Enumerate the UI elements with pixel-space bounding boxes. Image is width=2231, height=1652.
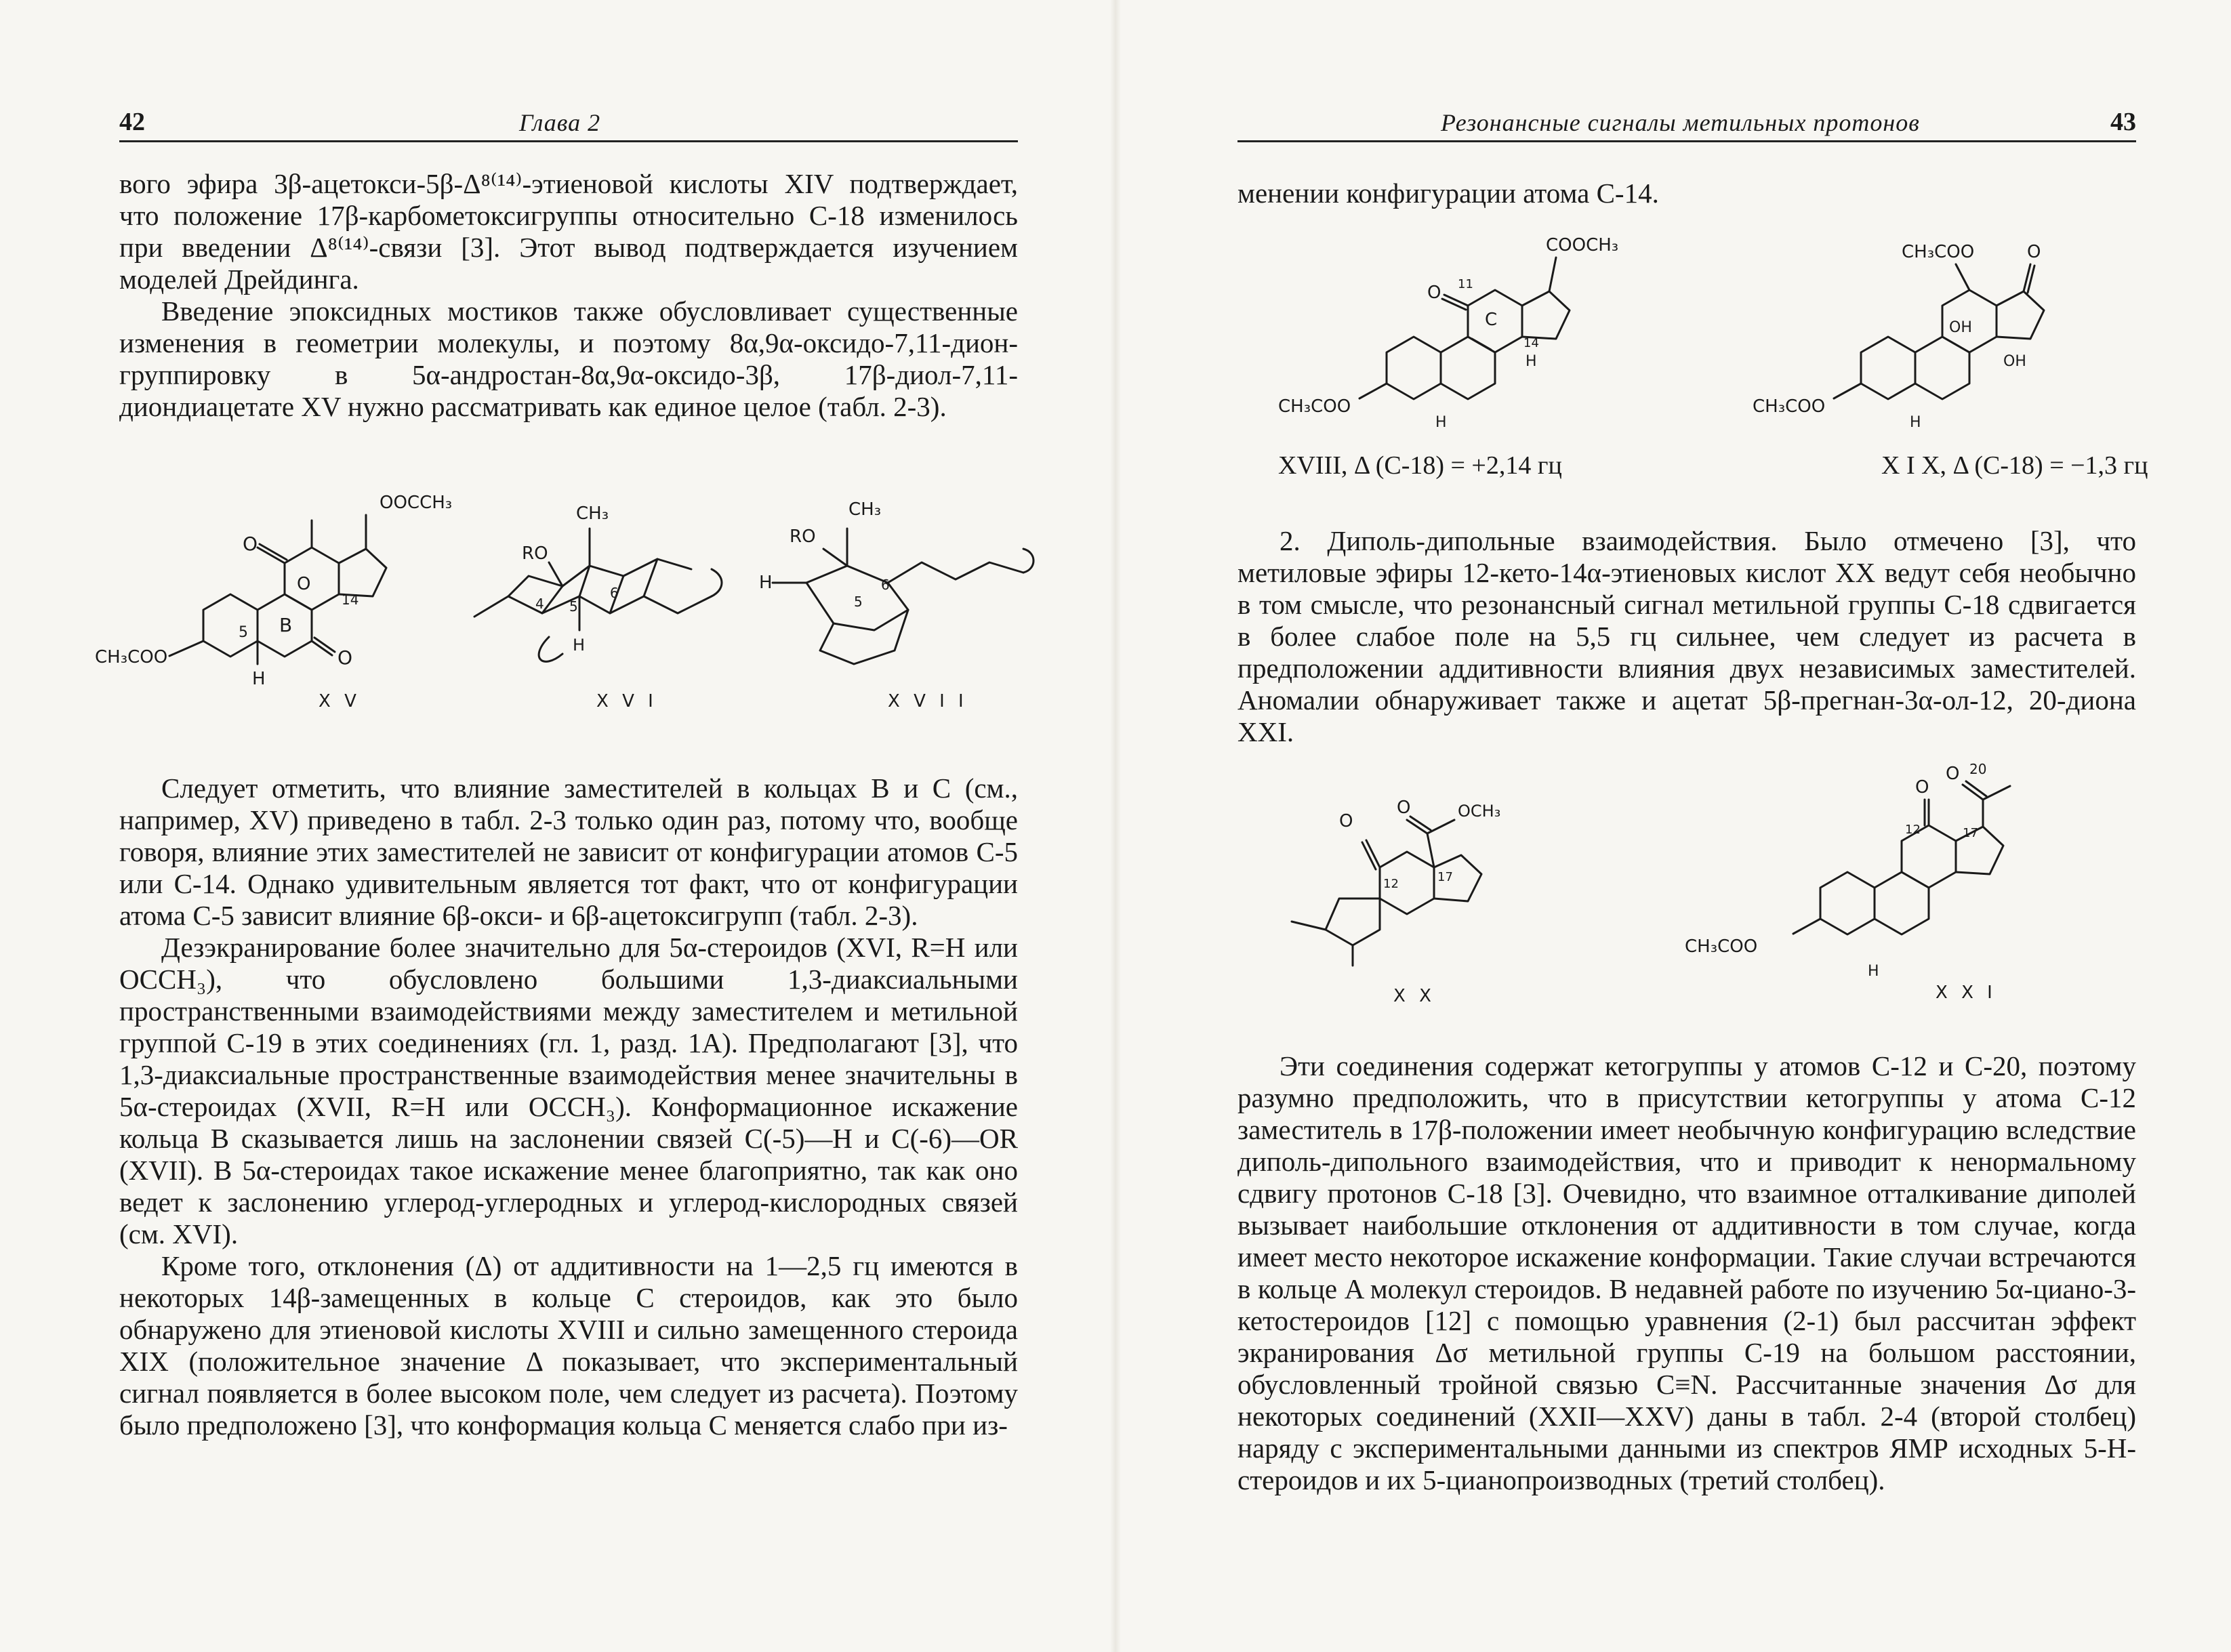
acetoxy-3-label: CH₃COO — [1685, 936, 1758, 957]
structure-xvi — [468, 495, 752, 691]
right-text-bottom — [1237, 1050, 2136, 1496]
paragraph: вого эфира 3β-ацетокси-5β-Δ⁸⁽¹⁴⁾-этиеновой кислоты XIV подтверждает, что положение 17β-карбометоксигруппы относительно С-18 изменилось при введении Δ⁸⁽¹⁴⁾-связи [3]. Этот вывод подтверждается изучением моделей Дрейдинга. — [119, 168, 1018, 295]
ester-o-label: O — [1397, 798, 1411, 818]
ring-b-label: B — [279, 614, 293, 636]
structure-label-xvi: X V I — [596, 691, 657, 711]
acetoxy-17-label: OOCCH₃ — [380, 493, 453, 513]
ring-c-label: C — [1485, 310, 1498, 330]
structure-xviii — [1278, 230, 1658, 447]
structure-label-xxi: X X I — [1936, 983, 1997, 1003]
structure-label-xv: X V — [319, 691, 361, 711]
paragraph: Эти соединения содержат кетогруппы у атомов С-12 и С-20, поэтому разумно предположить, что в присутствии кетогруппы у атома С-12 заместитель в 17β-положении имеет необычную конфигурацию вследствие диполь-дипольного взаимодействия, что и приводит к ненормальному сдвигу протонов С-18 [3]. Очевидно, что взаимное отталкивание диполей вызывает наибольшие отклонения от аддитивности в том случае, когда имеет место некоторое искажение конформации. Такие случаи встречаются в кольце A молекул стероидов. В недавней работе по изучению 5α-циано-3-кетостероидов [12] с помощью уравнения (2-1) был рассчитан эффект экранирования Δσ метильной группы С-19 на большом расстоянии, обусловленный тройной связью C≡N. Рассчитанные значения Δσ для некоторых соединений (XXII—XXV) даны в табл. 2-4 (второй столбец) наряду с экспериментальными данными из спектров ЯМР исходных 5-H-стероидов и их 5-цианопроизводных (третий столбец). — [1237, 1050, 2136, 1495]
oxo-11-label: O — [243, 533, 258, 555]
left-text-top — [119, 168, 1018, 423]
acetoxy-12-label: CH₃COO — [1902, 242, 1975, 262]
oxo-12-label: O — [1339, 811, 1353, 831]
h5-label: H — [1868, 963, 1879, 980]
right-running-head — [1237, 102, 2136, 142]
ring-c — [285, 548, 339, 610]
ch3-label: CH₃ — [576, 503, 609, 524]
locant-12: 12 — [1383, 877, 1399, 891]
right-running-title: Резонансные сигналы метильных протонов — [1441, 109, 1920, 136]
och3-label: OCH₃ — [1458, 802, 1501, 821]
right-text-top — [1237, 178, 2136, 209]
h5-label: H — [252, 669, 266, 689]
ring-a — [203, 594, 258, 657]
left-page-number: 42 — [119, 108, 145, 136]
paragraph: Следует отметить, что влияние заместителей в кольцах B и C (см., например, XV) приведено в табл. 2-3 только один раз, потому что, вообще говоря, влияние этих заместителей не зависит от конфигурации атомов С-5 или С-14. Однако удивительным является тот факт, что от конфигурации атома С-5 зависит влияние 6β-окси- и 6β-ацетоксигрупп (табл. 2-3). — [119, 772, 1018, 931]
right-text-middle — [1237, 525, 2136, 748]
locant-20: 20 — [1969, 761, 1987, 777]
locant-5: 5 — [854, 594, 863, 610]
oxo-20-label: O — [1946, 764, 1960, 784]
paragraph: Дезэкранирование более значительно для 5α-стероидов (XVI, R=H или OCCH₃), что обусловлено большими 1,3-диаксиальными пространственными взаимодействиями между заместителем и метильной группой С-19 в этих соединениях (гл. 1, разд. 1А). Предполагают [3], что 1,3-диаксиальные пространственные взаимодействия менее значительны в 5α-стероидах (XVII, R=H или OCCH₃). Конформационное искажение кольца B сказывается лишь на заслонении связей C(-5)—H и C(-6)—OR (XVII). В 5α-стероидах такое искажение менее благоприятно, так как оно ведет к заслонению углерод-углеродных и углерод-кислородных связей (см. XVI). — [119, 932, 1018, 1250]
right-page-number: 43 — [2110, 108, 2136, 136]
ring-d — [339, 549, 386, 596]
locant-17: 17 — [1437, 870, 1453, 884]
locant-6: 6 — [881, 577, 890, 593]
ch3-label: CH₃ — [848, 499, 882, 520]
paragraph: Введение эпоксидных мостиков также обусловливает существенные изменения в геометрии молекулы, и поэтому 8α,9α-оксидо-7,11-дион-группировку в 5α-андростан-8α,9α-оксидо-3β, 17β-диол-7,11-диондиацетате XV нужно рассматривать как единое целое (табл. 2-3). — [119, 295, 1018, 422]
h5-label: H — [1910, 414, 1921, 431]
structure-xvii — [759, 488, 1044, 691]
caption-xix: X I X, Δ (C-18) = −1,3 гц — [1881, 451, 2148, 480]
acetoxy-3-label: CH₃COO — [1278, 396, 1351, 417]
oxo-11-label: O — [1427, 283, 1441, 303]
structure-xix — [1753, 230, 2132, 447]
left-running-title: Глава 2 — [519, 109, 601, 136]
locant-11: 11 — [1458, 277, 1473, 291]
header-rule — [119, 140, 1018, 142]
acetoxy-3-label: CH₃COO — [95, 647, 168, 667]
ro-label: RO — [522, 543, 548, 564]
left-text-bottom — [119, 772, 1018, 1441]
h-label: H — [759, 573, 773, 593]
oxo-17-label: O — [2027, 242, 2041, 262]
epoxy-o-label: O — [297, 574, 311, 594]
locant-14: 14 — [1523, 336, 1539, 350]
oxo-12-label: O — [1915, 777, 1929, 798]
right-page — [1116, 0, 2231, 1652]
oh-8-label: OH — [1949, 319, 1972, 336]
h5-label: H — [1435, 414, 1447, 431]
paragraph: 2. Диполь-дипольные взаимодействия. Было отмечено [3], что метиловые эфиры 12-кето-14α-этиеновых кислот XX ведут себя необычно в том смысле, что резонансный сигнал метильной группы С-18 сдвигается в более слабое поле на 5,5 гц сильнее, чем следует из расчета в предположении аддитивности влияния двух независимых заместителей. Аномалии обнаруживает также и ацетат 5β-прегнан-3α-ол-12, 20-диона XXI. — [1237, 525, 2136, 747]
locant-5: 5 — [569, 598, 578, 615]
structure-xx — [1271, 793, 1556, 996]
locant-14: 14 — [342, 592, 359, 608]
structure-label-xvii: X V I I — [888, 691, 968, 711]
structure-xxi — [1685, 759, 2064, 989]
cooch3-label: COOCH₃ — [1546, 235, 1619, 255]
structure-xv — [95, 488, 474, 718]
ro-label: RO — [790, 526, 816, 547]
oxo-7-label: O — [337, 646, 353, 669]
caption-xviii: XVIII, Δ (C-18) = +2,14 гц — [1278, 451, 1562, 480]
locant-5: 5 — [239, 624, 248, 641]
h14-label: H — [1526, 353, 1537, 370]
locant-4: 4 — [535, 596, 544, 612]
locant-12: 12 — [1905, 823, 1921, 837]
locant-17: 17 — [1963, 826, 1978, 840]
acetoxy-3-label: CH₃COO — [1753, 396, 1826, 417]
oh-14-label: OH — [2003, 353, 2026, 370]
left-running-head — [119, 102, 1018, 142]
structure-label-xx: X X — [1393, 986, 1435, 1006]
locant-6: 6 — [610, 585, 619, 601]
header-rule — [1237, 140, 2136, 142]
paragraph: менении конфигурации атома С-14. — [1237, 178, 1659, 209]
h-label: H — [573, 636, 586, 655]
paragraph: Кроме того, отклонения (Δ) от аддитивности на 1—2,5 гц имеются в некоторых 14β-замещенных в кольце C стероидов, как это было обнаружено для этиеновой кислоты XVIII и сильно замещенного стероида XIX (положительное значение Δ показывает, что экспериментальный сигнал появляется в более высоком поле, чем следует из расчета). Поэтому было предположено [3], что конформация кольца C меняется слабо при из- — [119, 1250, 1018, 1441]
